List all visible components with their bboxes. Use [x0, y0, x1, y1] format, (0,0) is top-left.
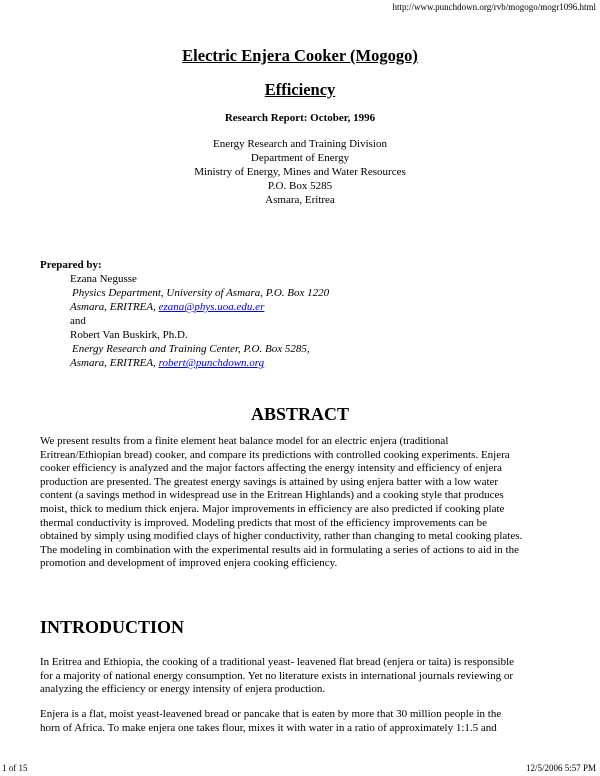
introduction-paragraph-2 [40, 708, 565, 735]
abstract-line: We present results from a finite element heat balance model for an electric enjera (traditional [40, 435, 449, 447]
intro-line: analyzing the efficiency or energy intensity of enjera production. [40, 683, 326, 696]
intro-line: for a majority of national energy consumption. Yet no literature exists in international journals reviewing or [40, 669, 513, 682]
abstract-line: thermal conductivity is improved. Modeling predicts that most of the efficiency improvements can be [40, 516, 488, 529]
abstract-line: cooker efficiency is analyzed and the major factors affecting the energy intensity and efficiency of enjera [40, 462, 502, 475]
report-date: Research Report: October, 1996 [224, 112, 376, 124]
introduction-paragraph-1 [40, 656, 565, 697]
abstract-line: moist, thick to medium thick enjera. Major improvements in efficiency are also predicted if cooking plate [40, 502, 505, 515]
organization-line: Energy Research and Training Division [213, 138, 387, 150]
author1-name: Ezana Negusse [70, 273, 137, 285]
abstract-line: content (a savings method in widespread use in the Eritrean Highlands) and a cooking style that produces [40, 489, 504, 502]
abstract-line: The modeling in combination with the experimental results aid in formulating a series of actions to aid in the [40, 543, 519, 556]
organization-line: Department of Energy [250, 152, 350, 164]
author1-location: Asmara, ERITREA, [70, 301, 159, 313]
author1-location-line [40, 300, 560, 314]
authors-conjunction: and [70, 315, 86, 327]
intro-line: In Eritrea and Ethiopia, the cooking of a traditional yeast- leavened flat bread (enjera or taita) is responsible [40, 656, 515, 668]
prepared-by-section [40, 258, 560, 370]
intro-line: horn of Africa. To make enjera one takes flour, mixes it with water in a ratio of approximately 1:1.5 and [40, 721, 497, 734]
document-title: Electric Enjera Cooker (Mogogo) [182, 46, 418, 65]
organization-line: Asmara, Eritrea [265, 194, 335, 206]
author2-affiliation: Energy Research and Training Center, P.O. Box 5285, [72, 343, 310, 355]
prepared-by-label: Prepared by: [40, 259, 102, 271]
organization-line: Ministry of Energy, Mines and Water Resources [194, 166, 406, 178]
author2-location-line [40, 356, 560, 370]
abstract-paragraph [40, 435, 565, 571]
page-number: 1 of 15 [2, 763, 28, 773]
print-timestamp: 12/5/2006 5:57 PM [525, 763, 596, 773]
abstract-line: promotion and development of improved enjera cooking efficiency. [40, 557, 338, 570]
intro-line: Enjera is a flat, moist yeast-leavened bread or pancake that is eaten by more that 30 million people in the [40, 708, 502, 720]
introduction-heading: INTRODUCTION [40, 617, 185, 637]
author2-location: Asmara, ERITREA, [70, 357, 159, 369]
organization-block [0, 137, 600, 207]
abstract-line: Eritrean/Ethiopian bread) cooker, and compare its predictions with controlled cooking experiments. Enjera [40, 448, 510, 461]
abstract-line: production are presented. The greatest energy savings is attained by using enjera batter with a low water [40, 475, 499, 488]
document-subtitle: Efficiency [264, 80, 336, 99]
organization-line: P.O. Box 5285 [267, 180, 333, 192]
author1-affiliation: Physics Department, University of Asmara, P.O. Box 1220 [72, 287, 330, 299]
abstract-line: obtained by simply using modified clays of higher conductivity, rather than changing to metal cooking plates. [40, 530, 523, 543]
author2-email-link[interactable]: robert@punchdown.org [158, 357, 265, 369]
author2-name: Robert Van Buskirk, Ph.D. [70, 329, 188, 341]
author1-email-link[interactable]: ezana@phys.uoa.edu.er [158, 301, 265, 313]
abstract-heading: ABSTRACT [250, 404, 350, 424]
page-url: http://www.punchdown.org/rvb/mogogo/mogr1096.html [392, 2, 596, 12]
